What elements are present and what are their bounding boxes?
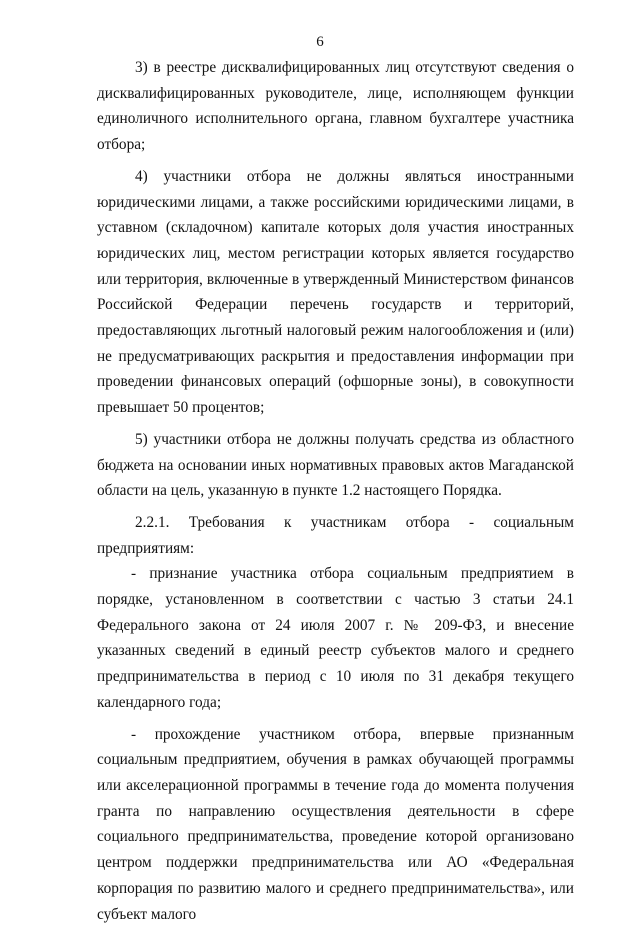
paragraph-item-5: 5) участники отбора не должны получать средства из областного бюджета на основании иных нормативных правовых актов Магаданской области на цель, указанную в пункте 1.2 настоящего Порядка. [97,430,574,500]
paragraph-requirement-training: - прохождение участником отбора, впервые признанным социальным предприятием, обучения в рамках обучающей программы или акселерационной программы в течение года до момента получения гранта по направлению осуществления деятельности в сфере социального предпринимательства, проведение которой организовано центром поддержки предпринимательства или АО «Федеральная корпорация по развитию малого и среднего предпринимательства», или субъект малого [97,725,574,923]
page-number: 6 [316,34,324,50]
paragraph-requirement-registration: - признание участника отбора социальным предприятием в порядке, установленном в соответствии с частью 3 статьи 24.1 Федерального закона от 24 июля 2007 г. № 209-ФЗ, и внесение указанных сведений в единый реестр субъектов малого и среднего предпринимательства в период с 10 июля по 31 декабря текущего календарного года; [97,565,574,711]
paragraph-section-2-2-1: 2.2.1. Требования к участникам отбора - социальным предприятиям: [97,513,574,557]
document-body [97,55,574,933]
paragraph-item-3: 3) в реестре дисквалифицированных лиц отсутствуют сведения о дисквалифицированных руководителе, лице, исполняющем функции единоличного исполнительного органа, главном бухгалтере участника отбора; [97,59,574,154]
paragraph-item-4: 4) участники отбора не должны являться иностранными юридическими лицами, а также российскими юридическими лицами, в уставном (складочном) капитале которых доля участия иностранных юридических лиц, местом регистрации которых является государство или территория, включенные в утвержденный Министерством финансов Российской Федерации перечень государств и территорий, предоставляющих льготный налоговый режим налогообложения и (или) не предусматривающих раскрытия и предоставления информации при проведении финансовых операций (офшорные зоны), в совокупности превышает 50 процентов; [97,167,574,417]
